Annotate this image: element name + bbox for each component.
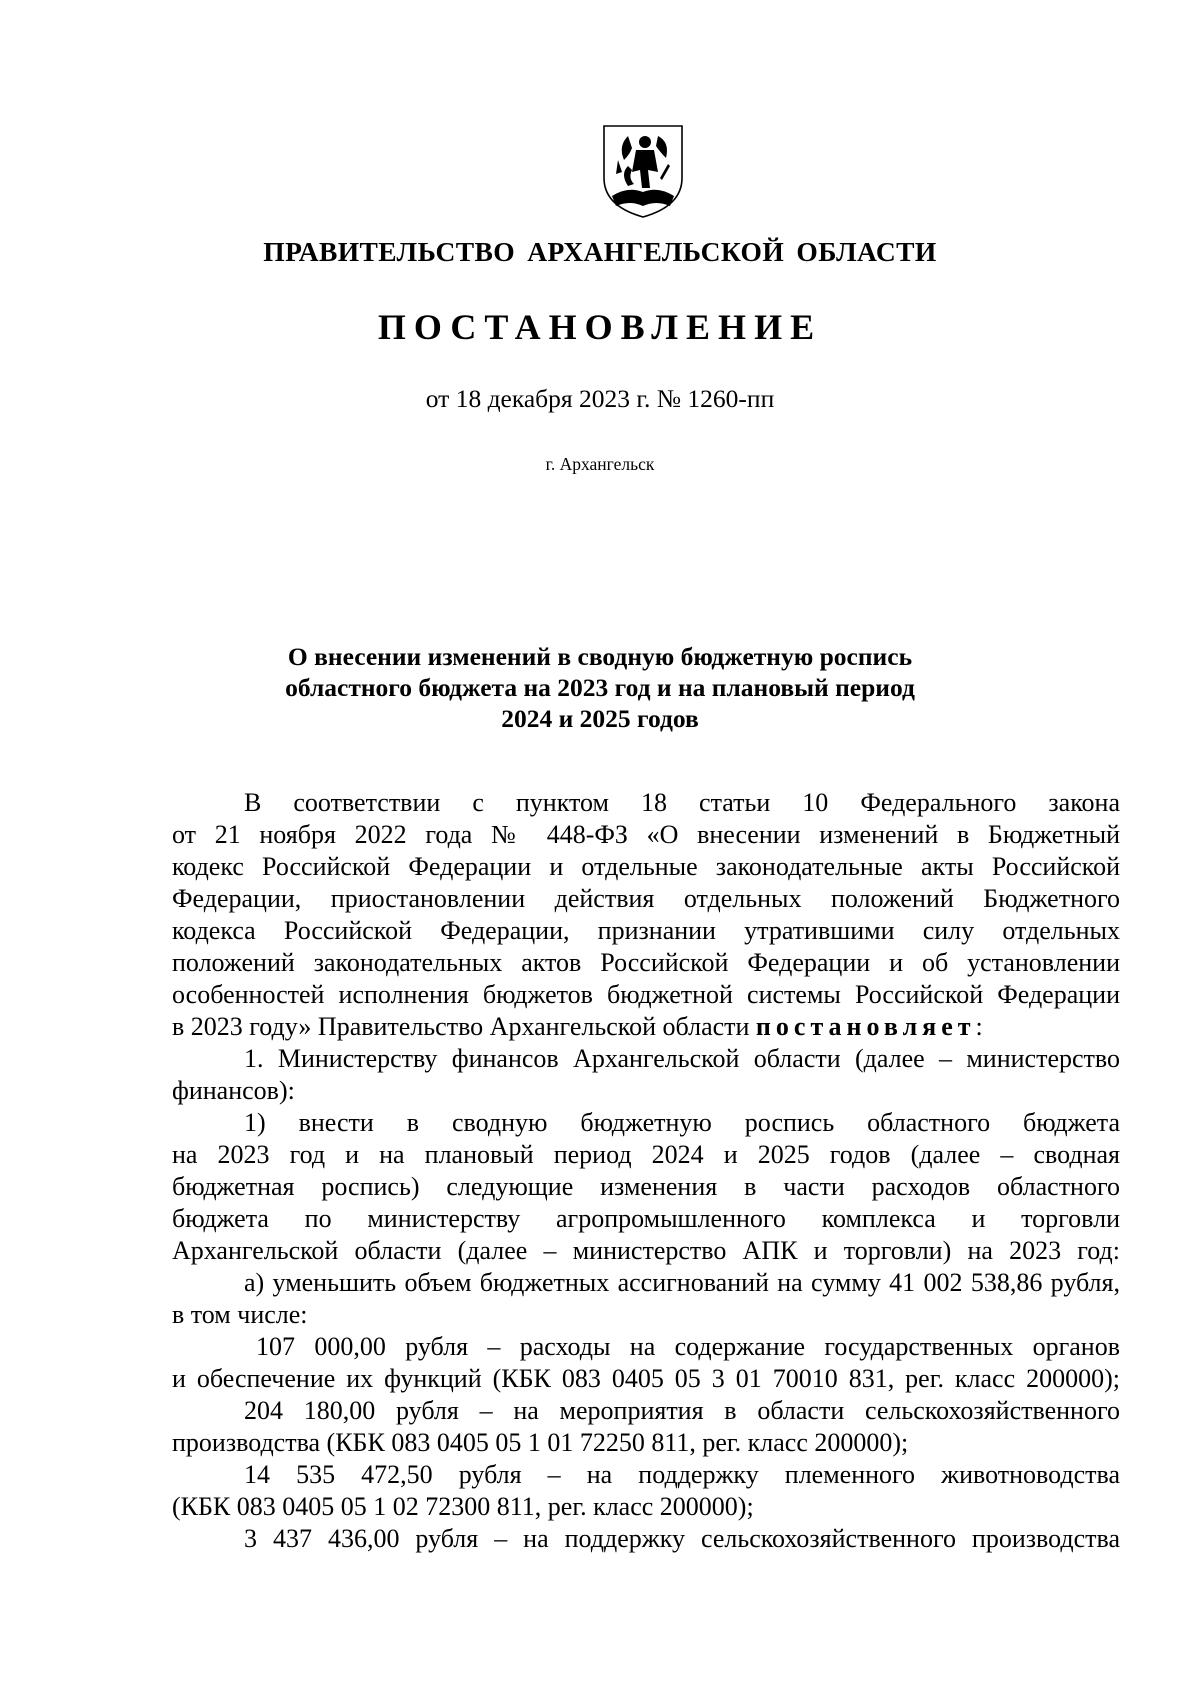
body-line: и обеспечение их функций (КБК 083 0405 05 3 01 70010 831, рег. класс 200000); (172, 1364, 1120, 1393)
body-line: 1. Министерству финансов Архангельской области (далее – министерство (244, 1044, 1120, 1073)
decree-verb: постановляет (755, 1012, 976, 1041)
body-line: Архангельской области (далее – министерство АПК и торговли) на 2023 год: (172, 1236, 1120, 1265)
title-line: О внесении изменений в сводную бюджетную роспись (287, 642, 913, 671)
body-line: производства (КБК 083 0405 05 1 01 72250 811, рег. класс 200000); (172, 1428, 909, 1457)
document-city: г. Архангельск (545, 454, 655, 474)
title-line: 2024 и 2025 годов (501, 704, 699, 733)
body-line: а) уменьшить объем бюджетных ассигнований на сумму 41 002 538,86 рубля, (244, 1268, 1120, 1297)
body-text: в 2023 году» Правительство Архангельской области (172, 1012, 756, 1041)
body-text: : (975, 1012, 983, 1041)
body-line: бюджета по министерству агропромышленного комплекса и торговли (172, 1204, 1120, 1233)
document-type: ПОСТАНОВЛЕНИЕ (377, 307, 823, 347)
body-line: 204 180,00 рубля – на мероприятия в области сельскохозяйственного (244, 1396, 1120, 1425)
body-line: 3 437 436,00 рубля – на поддержку сельскохозяйственного производства (244, 1524, 1120, 1553)
body-line: (КБК 083 0405 05 1 02 72300 811, рег. класс 200000); (172, 1492, 754, 1521)
document-body (172, 787, 1120, 1555)
body-line: 14 535 472,50 рубля – на поддержку племенного животноводства (244, 1460, 1120, 1489)
body-line: положений законодательных актов Российской Федерации и об установлении (172, 948, 1120, 977)
body-line (172, 1011, 1120, 1043)
document-title (0, 641, 1200, 734)
body-line: в том числе: (172, 1300, 308, 1329)
body-line: Федерации, приостановлении действия отдельных положений Бюджетного (172, 884, 1120, 913)
body-line: от 21 ноября 2022 года № 448-ФЗ «О внесении изменений в Бюджетный (172, 820, 1120, 849)
document-date-number: от 18 декабря 2023 г. № 1260-пп (425, 384, 775, 413)
body-line: кодекс Российской Федерации и отдельные законодательные акты Российской (172, 852, 1120, 881)
body-line: В соответствии с пунктом 18 статьи 10 Федерального закона (244, 788, 1120, 817)
body-line: 107 000,00 рубля – расходы на содержание государственных органов (256, 1332, 1120, 1361)
title-line: областного бюджета на 2023 год и на плановый период (285, 673, 915, 702)
body-line: финансов): (172, 1076, 295, 1105)
body-line: на 2023 год и на плановый период 2024 и 2025 годов (далее – сводная (172, 1140, 1120, 1169)
body-line: 1) внести в сводную бюджетную роспись областного бюджета (244, 1108, 1120, 1137)
body-line: особенностей исполнения бюджетов бюджетной системы Российской Федерации (172, 980, 1120, 1009)
body-line: кодекса Российской Федерации, признании утратившими силу отдельных (172, 916, 1120, 945)
organization-name: ПРАВИТЕЛЬСТВО АРХАНГЕЛЬСКОЙ ОБЛАСТИ (263, 236, 937, 267)
coat-of-arms-emblem (598, 120, 688, 220)
body-line: бюджетная роспись) следующие изменения в части расходов областного (172, 1172, 1120, 1201)
